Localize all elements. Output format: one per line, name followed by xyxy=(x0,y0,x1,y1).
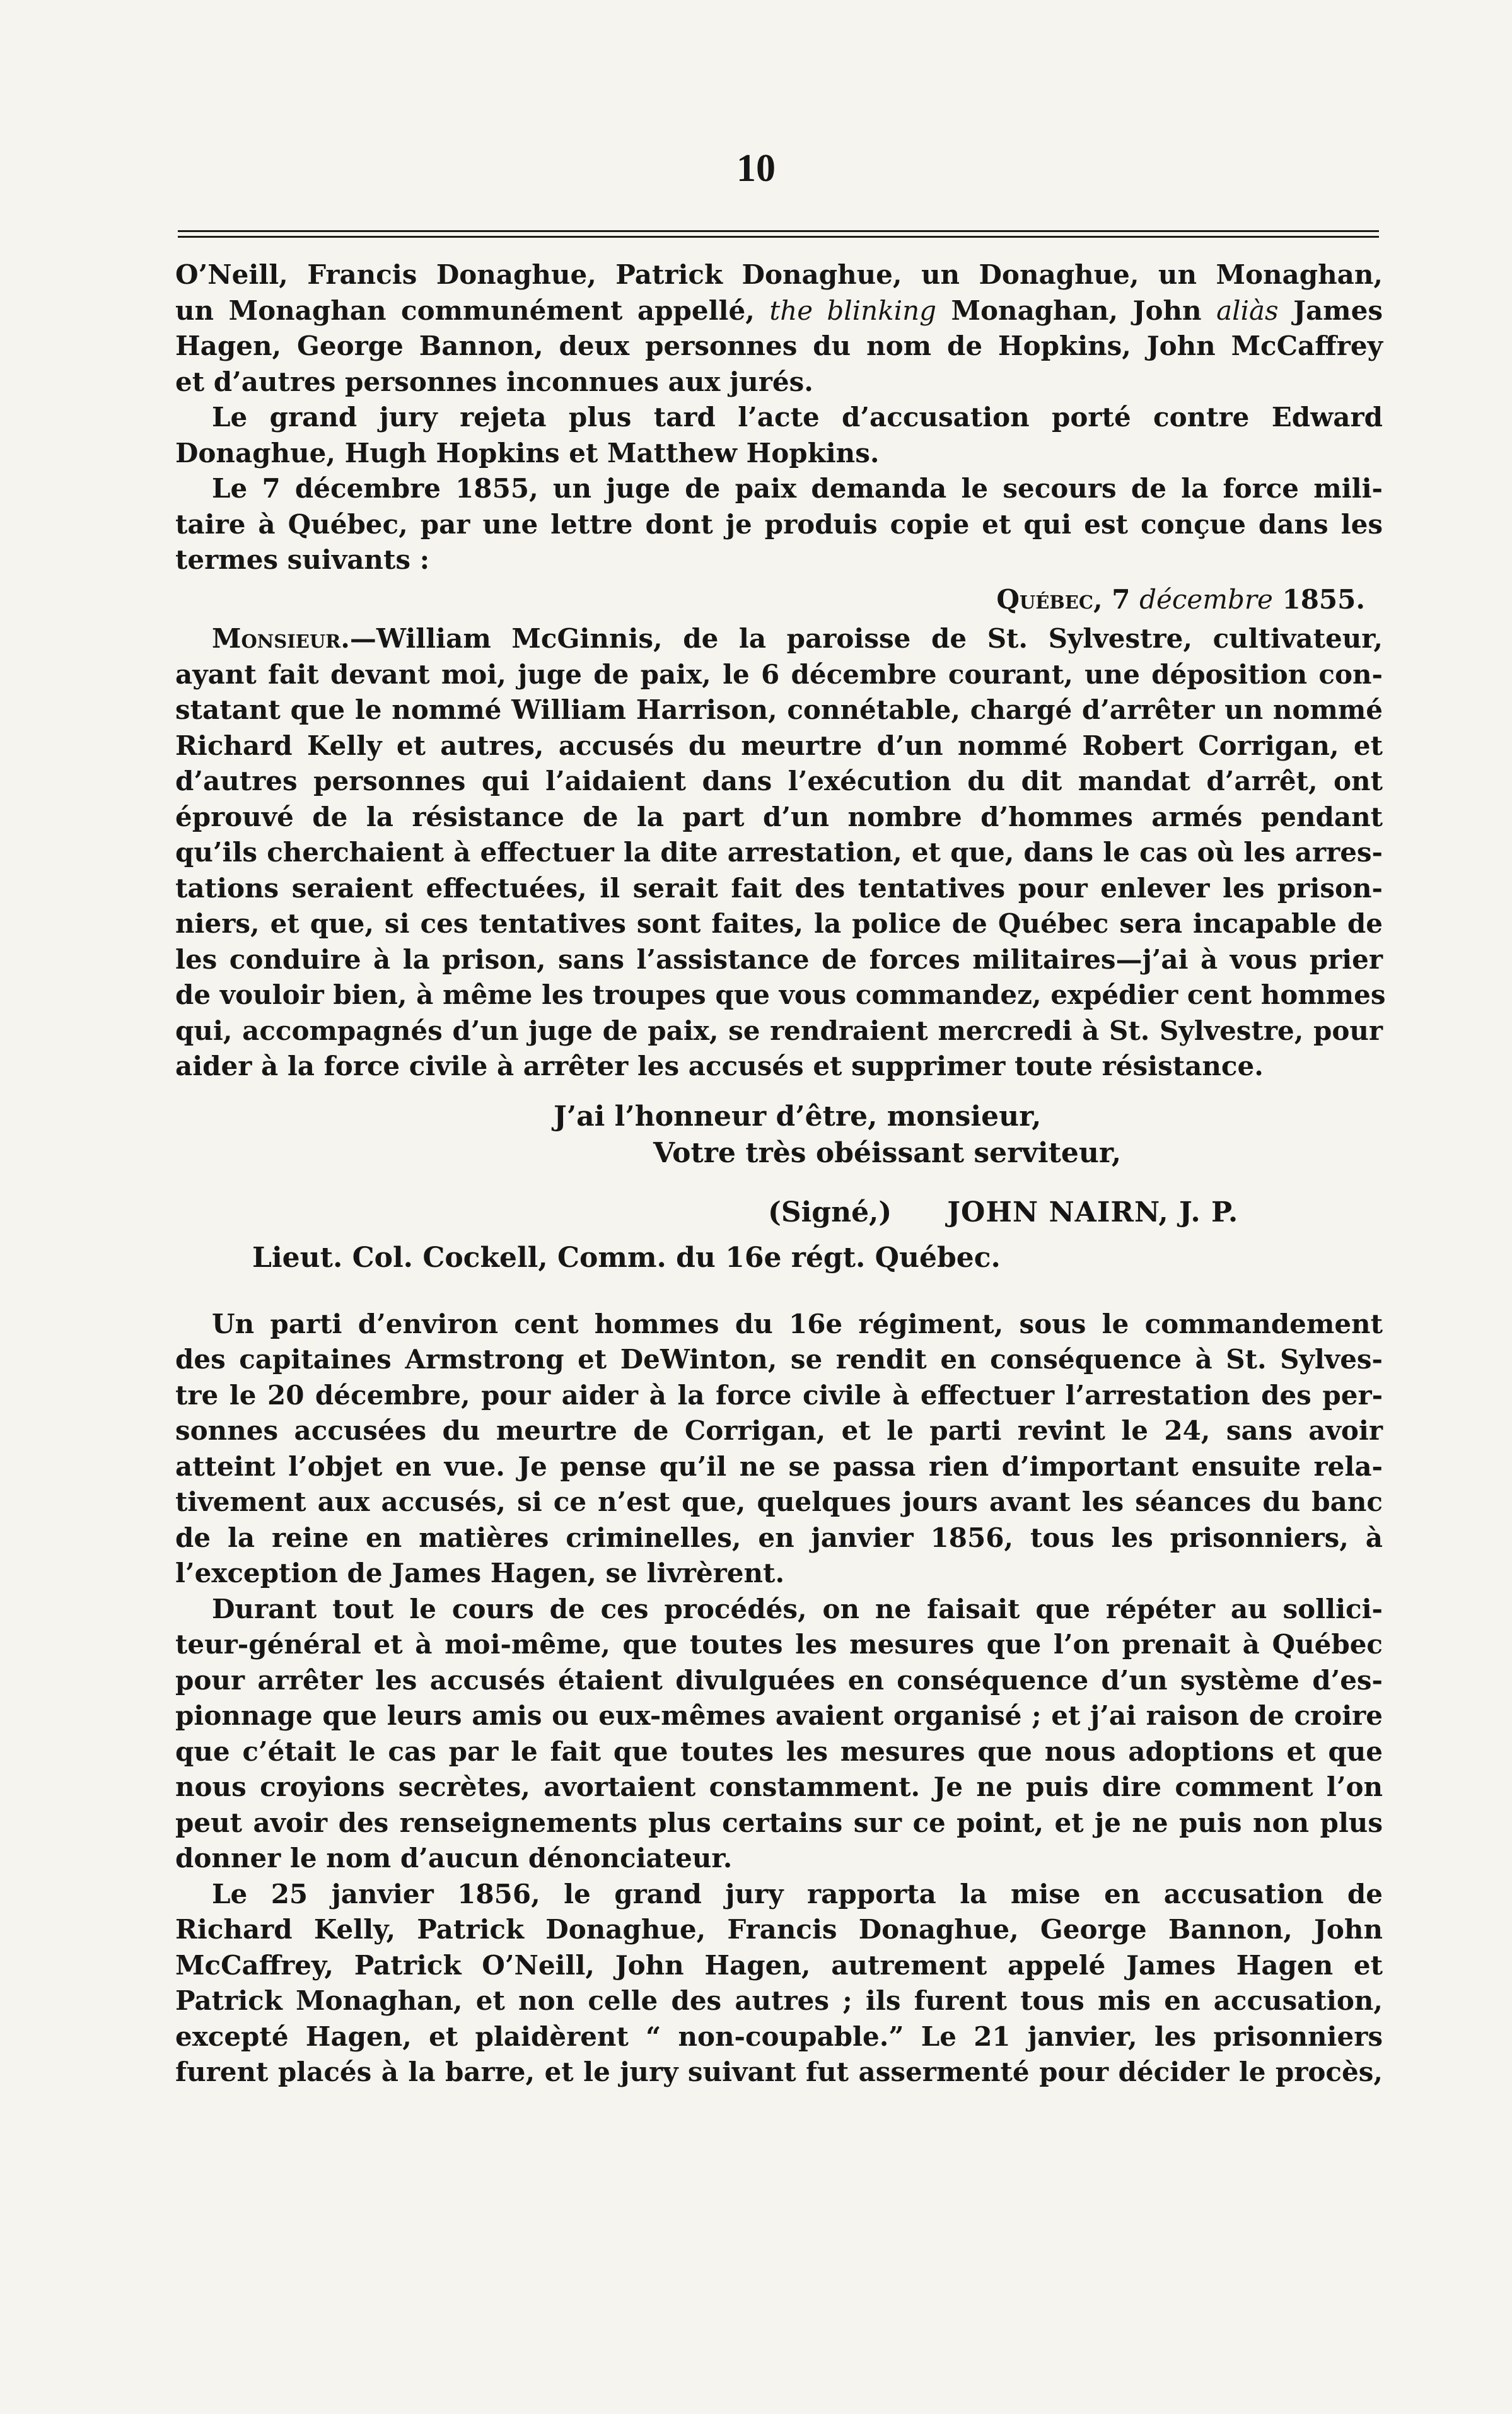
dateline-month: décembre xyxy=(1139,583,1273,615)
text-line: peut avoir des renseignements plus certains sur ce point, et je ne puis non plus xyxy=(175,1807,1383,1838)
dateline-place: Québec xyxy=(996,583,1093,615)
spacer xyxy=(175,1276,1383,1307)
text-line: Durant tout le cours de ces procédés, on ne faisait que répéter au sollici- xyxy=(212,1593,1383,1624)
paragraph-2 xyxy=(175,400,1383,471)
page-number: 10 xyxy=(736,147,776,190)
dateline-sep: , 7 xyxy=(1093,583,1140,615)
letter-salutation: Monsieur. xyxy=(212,623,350,654)
text-line: Richard Kelly, Patrick Donaghue, Francis Donaghue, George Bannon, John xyxy=(175,1914,1383,1945)
letter-body xyxy=(175,621,1386,1085)
text-line: et d’autres personnes inconnues aux jurés. xyxy=(175,366,813,397)
text-line: excepté Hagen, et plaidèrent “ non-coupable.” Le 21 janvier, les prisonniers xyxy=(175,2020,1383,2052)
italic-word: aliàs xyxy=(1216,294,1279,326)
text-line: pionnage que leurs amis ou eux-mêmes avaient organisé ; et j’ai raison de croire xyxy=(175,1700,1383,1731)
text-line: les conduire à la prison, sans l’assistance de forces militaires—j’ai à vous prier xyxy=(175,943,1383,975)
paragraph-6 xyxy=(175,1877,1383,2090)
paragraph-1 xyxy=(175,257,1383,400)
text-line: termes suivants : xyxy=(175,544,430,575)
text-line: donner le nom d’aucun dénonciateur. xyxy=(175,1843,733,1874)
text-line: sonnes accusées du meurtre de Corrigan, et le parti revint le 24, sans avoir xyxy=(175,1415,1383,1446)
text-line: de vouloir bien, à même les troupes que vous commandez, expédier cent hommes xyxy=(175,979,1386,1010)
text-line: O’Neill, Francis Donaghue, Patrick Donaghue, un Donaghue, un Monaghan, xyxy=(175,259,1383,290)
text-line: éprouvé de la résistance de la part d’un nombre d’hommes armés pendant xyxy=(175,801,1383,832)
paragraph-5 xyxy=(175,1592,1383,1877)
header-rule-bottom xyxy=(178,236,1379,238)
page-body xyxy=(175,257,1386,2090)
header-rule-top xyxy=(178,230,1379,232)
text-line: de la reine en matières criminelles, en janvier 1856, tous les prisonniers, à xyxy=(175,1522,1383,1553)
text-line: Le 25 janvier 1856, le grand jury rapporta la mise en accusation de xyxy=(212,1878,1383,1910)
dateline-year: 1855. xyxy=(1272,583,1365,615)
text-line: d’autres personnes qui l’aidaient dans l’exécution du dit mandat d’arrêt, ont xyxy=(175,766,1383,796)
letter-signoff xyxy=(175,1099,1383,1231)
closing-line-2: Votre très obéissant serviteur, xyxy=(653,1136,1122,1169)
paragraph-4 xyxy=(175,1307,1383,1592)
text-line: tivement aux accusés, si ce n’est que, quelques jours avant les séances du banc xyxy=(175,1486,1383,1517)
text-line: tations seraient effectuées, il serait fait des tentatives pour enlever les prison- xyxy=(175,872,1383,904)
text-line: pour arrêter les accusés étaient divulguées en conséquence d’un système d’es- xyxy=(175,1664,1383,1696)
text-line: taire à Québec, par une lettre dont je produis copie et qui est conçue dans les xyxy=(175,508,1383,540)
text-line: des capitaines Armstrong et DeWinton, se rendit en conséquence à St. Sylves- xyxy=(175,1344,1383,1375)
text-line: Le grand jury rejeta plus tard l’acte d’accusation porté contre Edward xyxy=(212,402,1383,433)
text-line: Hagen, George Bannon, deux personnes du nom de Hopkins, John McCaffrey xyxy=(175,330,1383,361)
text-line: statant que le nommé William Harrison, connétable, chargé d’arrêter un nommé xyxy=(175,694,1383,725)
text-line xyxy=(175,621,1383,657)
text-line: qui, accompagnés d’un juge de paix, se rendraient mercredi à St. Sylvestre, pour xyxy=(175,1015,1383,1046)
text-line: nous croyions secrètes, avortaient constamment. Je ne puis dire comment l’on xyxy=(175,1771,1383,1802)
signed-label: (Signé,) xyxy=(768,1196,892,1228)
signer-name: JOHN NAIRN, J. P. xyxy=(947,1196,1239,1228)
text-line: l’exception de James Hagen, se livrèrent. xyxy=(175,1558,785,1589)
text-line: un Monaghan communément appellé, the blinking Monaghan, John aliàs James xyxy=(175,294,1383,326)
italic-phrase: the blinking xyxy=(769,294,937,326)
text-line: que c’était le cas par le fait que toutes les mesures que nous adoptions et que xyxy=(175,1735,1383,1767)
letter-addressee: Lieut. Col. Cockell, Comm. du 16e régt. Québec. xyxy=(252,1241,1001,1274)
text-line: Patrick Monaghan, et non celle des autres ; ils furent tous mis en accusation, xyxy=(175,1985,1383,2016)
text-line: aider à la force civile à arrêter les accusés et supprimer toute résistance. xyxy=(175,1051,1264,1082)
text-line: atteint l’objet en vue. Je pense qu’il ne se passa rien d’important ensuite rela- xyxy=(175,1450,1383,1482)
text-span: —William McGinnis, de la paroisse de St. Sylvestre, cultivateur, xyxy=(349,623,1383,654)
signature-line xyxy=(175,1194,1383,1231)
closing-line-1: J’ai l’honneur d’être, monsieur, xyxy=(554,1100,1042,1133)
text-line: ayant fait devant moi, juge de paix, le 6 décembre courant, une déposition con- xyxy=(175,658,1383,690)
text-line: Donaghue, Hugh Hopkins et Matthew Hopkins. xyxy=(175,437,880,469)
text-line: Un parti d’environ cent hommes du 16e régiment, sous le commandement xyxy=(212,1308,1383,1339)
text-line: qu’ils cherchaient à effectuer la dite arrestation, et que, dans le cas où les arres- xyxy=(175,837,1383,868)
text-line: Le 7 décembre 1855, un juge de paix demanda le secours de la force mili- xyxy=(212,473,1383,504)
text-line: McCaffrey, Patrick O’Neill, John Hagen, autrement appelé James Hagen et xyxy=(175,1949,1383,1981)
text-line: Richard Kelly et autres, accusés du meurtre d’un nommé Robert Corrigan, et xyxy=(175,730,1383,761)
text-line: furent placés à la barre, et le jury suivant fut assermenté pour décider le procès, xyxy=(175,2056,1383,2087)
text-line: tre le 20 décembre, pour aider à la force civile à effectuer l’arrestation des per- xyxy=(175,1379,1383,1411)
paragraph-3 xyxy=(175,471,1383,578)
letter-dateline xyxy=(175,582,1383,618)
text-line: niers, et que, si ces tentatives sont faites, la police de Québec sera incapable de xyxy=(175,908,1383,939)
text-line: teur-général et à moi-même, que toutes les mesures que l’on prenait à Québec xyxy=(175,1629,1383,1660)
